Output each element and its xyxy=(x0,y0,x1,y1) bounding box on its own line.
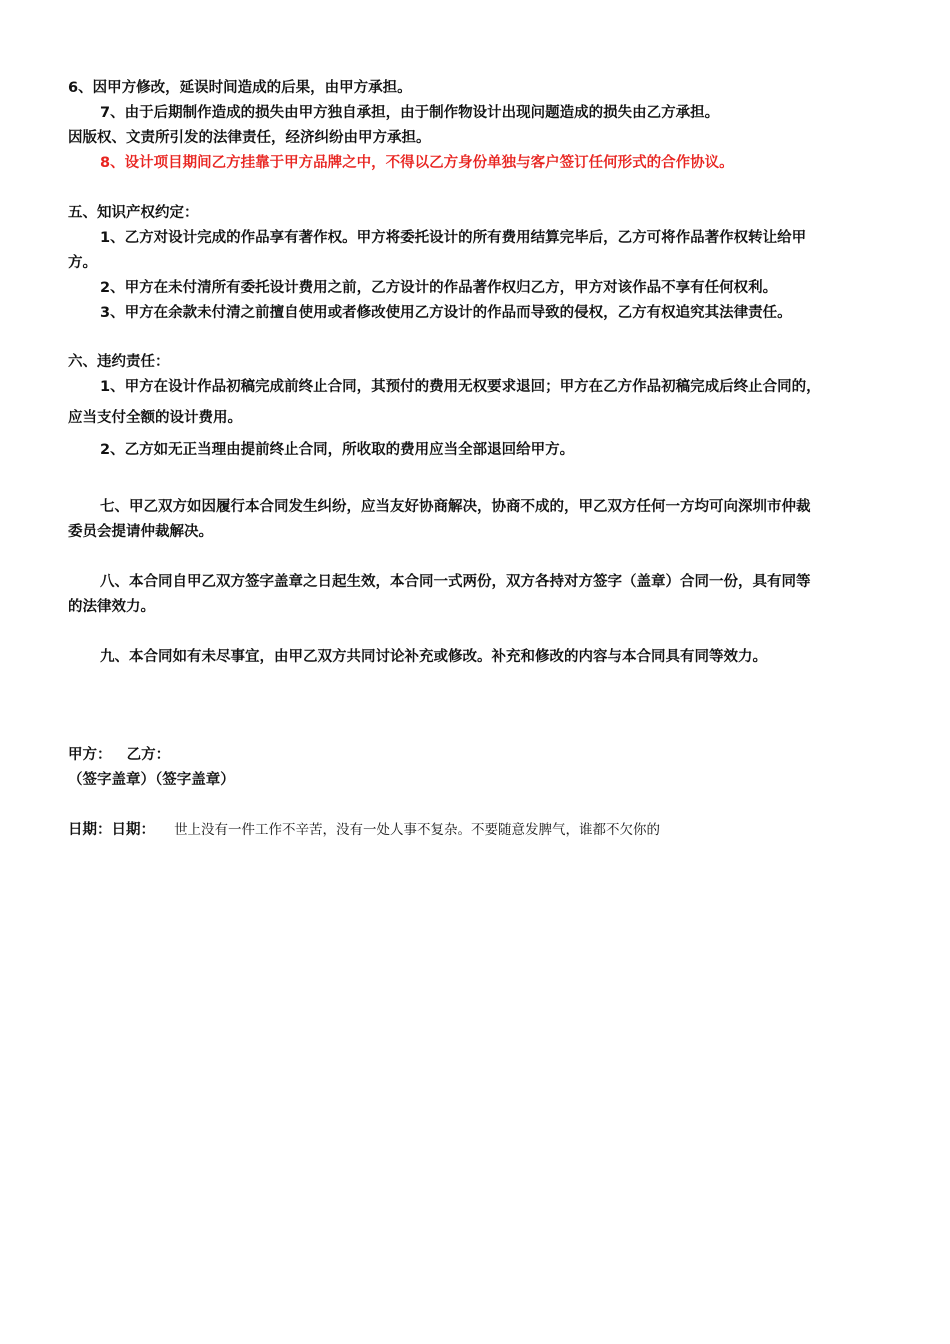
clause-6-1-continued: 应当支付全额的设计费用。 xyxy=(68,410,242,426)
clause-5-3: 3、甲方在余款未付清之前擅自使用或者修改使用乙方设计的作品而导致的侵权，乙方有权追究其法律责任。 xyxy=(100,305,792,321)
clause-5-1: 1、乙方对设计完成的作品享有著作权。甲方将委托设计的所有费用结算完毕后，乙方可将作品著作权转让给甲 xyxy=(100,230,807,246)
date-label: 日期：日期： xyxy=(68,822,155,838)
signature-date-row xyxy=(68,820,893,840)
signature-seal: （签字盖章）（签字盖章） xyxy=(68,772,235,788)
section-7-continued: 委员会提请仲裁解决。 xyxy=(68,524,213,540)
clause-6-1: 1、甲方在设计作品初稿完成前终止合同，其预付的费用无权要求退回；甲方在乙方作品初稿完成后终止合同的， xyxy=(100,379,821,395)
clause-5-1-continued: 方。 xyxy=(68,255,97,271)
signature-parties: 甲方： 乙方： xyxy=(68,747,171,763)
section-8-continued: 的法律效力。 xyxy=(68,599,155,615)
section-6-title: 六、违约责任： xyxy=(68,354,170,370)
section-5-title: 五、知识产权约定： xyxy=(68,205,199,221)
section-7: 七、甲乙双方如因履行本合同发生纠纷，应当友好协商解决，协商不成的，甲乙双方任何一方均可向深圳市仲裁 xyxy=(100,499,811,515)
clause-4-7-continued: 因版权、文责所引发的法律责任，经济纠纷由甲方承担。 xyxy=(68,130,431,146)
section-8: 八、本合同自甲乙双方签字盖章之日起生效，本合同一式两份，双方各持对方签字（盖章）合同一份，具有同等 xyxy=(100,574,811,590)
clause-5-2: 2、甲方在未付清所有委托设计费用之前，乙方设计的作品著作权归乙方，甲方对该作品不享有任何权利。 xyxy=(100,280,778,296)
clause-4-7: 7、由于后期制作造成的损失由甲方独自承担，由于制作物设计出现问题造成的损失由乙方承担。 xyxy=(100,105,720,121)
clause-6-2: 2、乙方如无正当理由提前终止合同，所收取的费用应当全部退回给甲方。 xyxy=(100,442,575,458)
footer-quote: 世上没有一件工作不辛苦，没有一处人事不复杂。不要随意发脾气，谁都不欠你的 xyxy=(174,822,661,838)
clause-4-8-highlighted: 8、设计项目期间乙方挂靠于甲方品牌之中，不得以乙方身份单独与客户签订任何形式的合作协议。 xyxy=(100,155,734,171)
clause-4-6: 6、因甲方修改，延误时间造成的后果，由甲方承担。 xyxy=(68,80,412,96)
section-9: 九、本合同如有未尽事宜，由甲乙双方共同讨论补充或修改。补充和修改的内容与本合同具有同等效力。 xyxy=(100,649,767,665)
